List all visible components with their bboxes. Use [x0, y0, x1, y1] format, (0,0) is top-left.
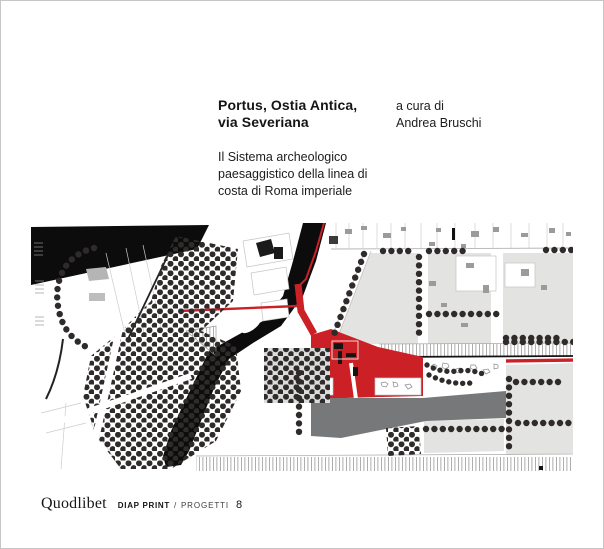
site-plan-map: [31, 223, 573, 473]
curator-line2: Andrea Bruschi: [396, 116, 482, 130]
series-number: 8: [236, 499, 243, 511]
subtitle-line1: Il Sistema archeologico: [218, 150, 348, 164]
series-separator: /: [174, 501, 177, 510]
curator-block: [396, 98, 536, 132]
corner-mark: [539, 466, 543, 470]
red-stripe: [506, 360, 573, 361]
series-name: PROGETTI: [180, 501, 230, 510]
subtitle-line2: paesaggistico della linea di: [218, 167, 368, 181]
bottom-hatch: [196, 454, 573, 471]
site-plan-svg: [31, 223, 573, 473]
tower-mark: [452, 228, 455, 240]
pier: [86, 267, 109, 281]
ruins-box-east: [375, 378, 421, 395]
book-title-line2: via Severiana: [218, 114, 309, 130]
curator-line1: a cura di: [396, 99, 444, 113]
book-title-line1: Portus, Ostia Antica,: [218, 97, 358, 113]
publisher-footer: [41, 495, 242, 513]
red-axis-bar: [298, 284, 314, 334]
village-strip: [329, 223, 573, 249]
series-label: DIAP PRINT: [117, 501, 170, 510]
publisher-name: Quodlibet: [41, 495, 107, 512]
title-block: [218, 97, 393, 131]
subtitle-block: [218, 149, 398, 200]
subtitle-line3: costa di Roma imperiale: [218, 184, 353, 198]
field-plain: [331, 251, 573, 344]
black-road-2: [46, 339, 63, 399]
